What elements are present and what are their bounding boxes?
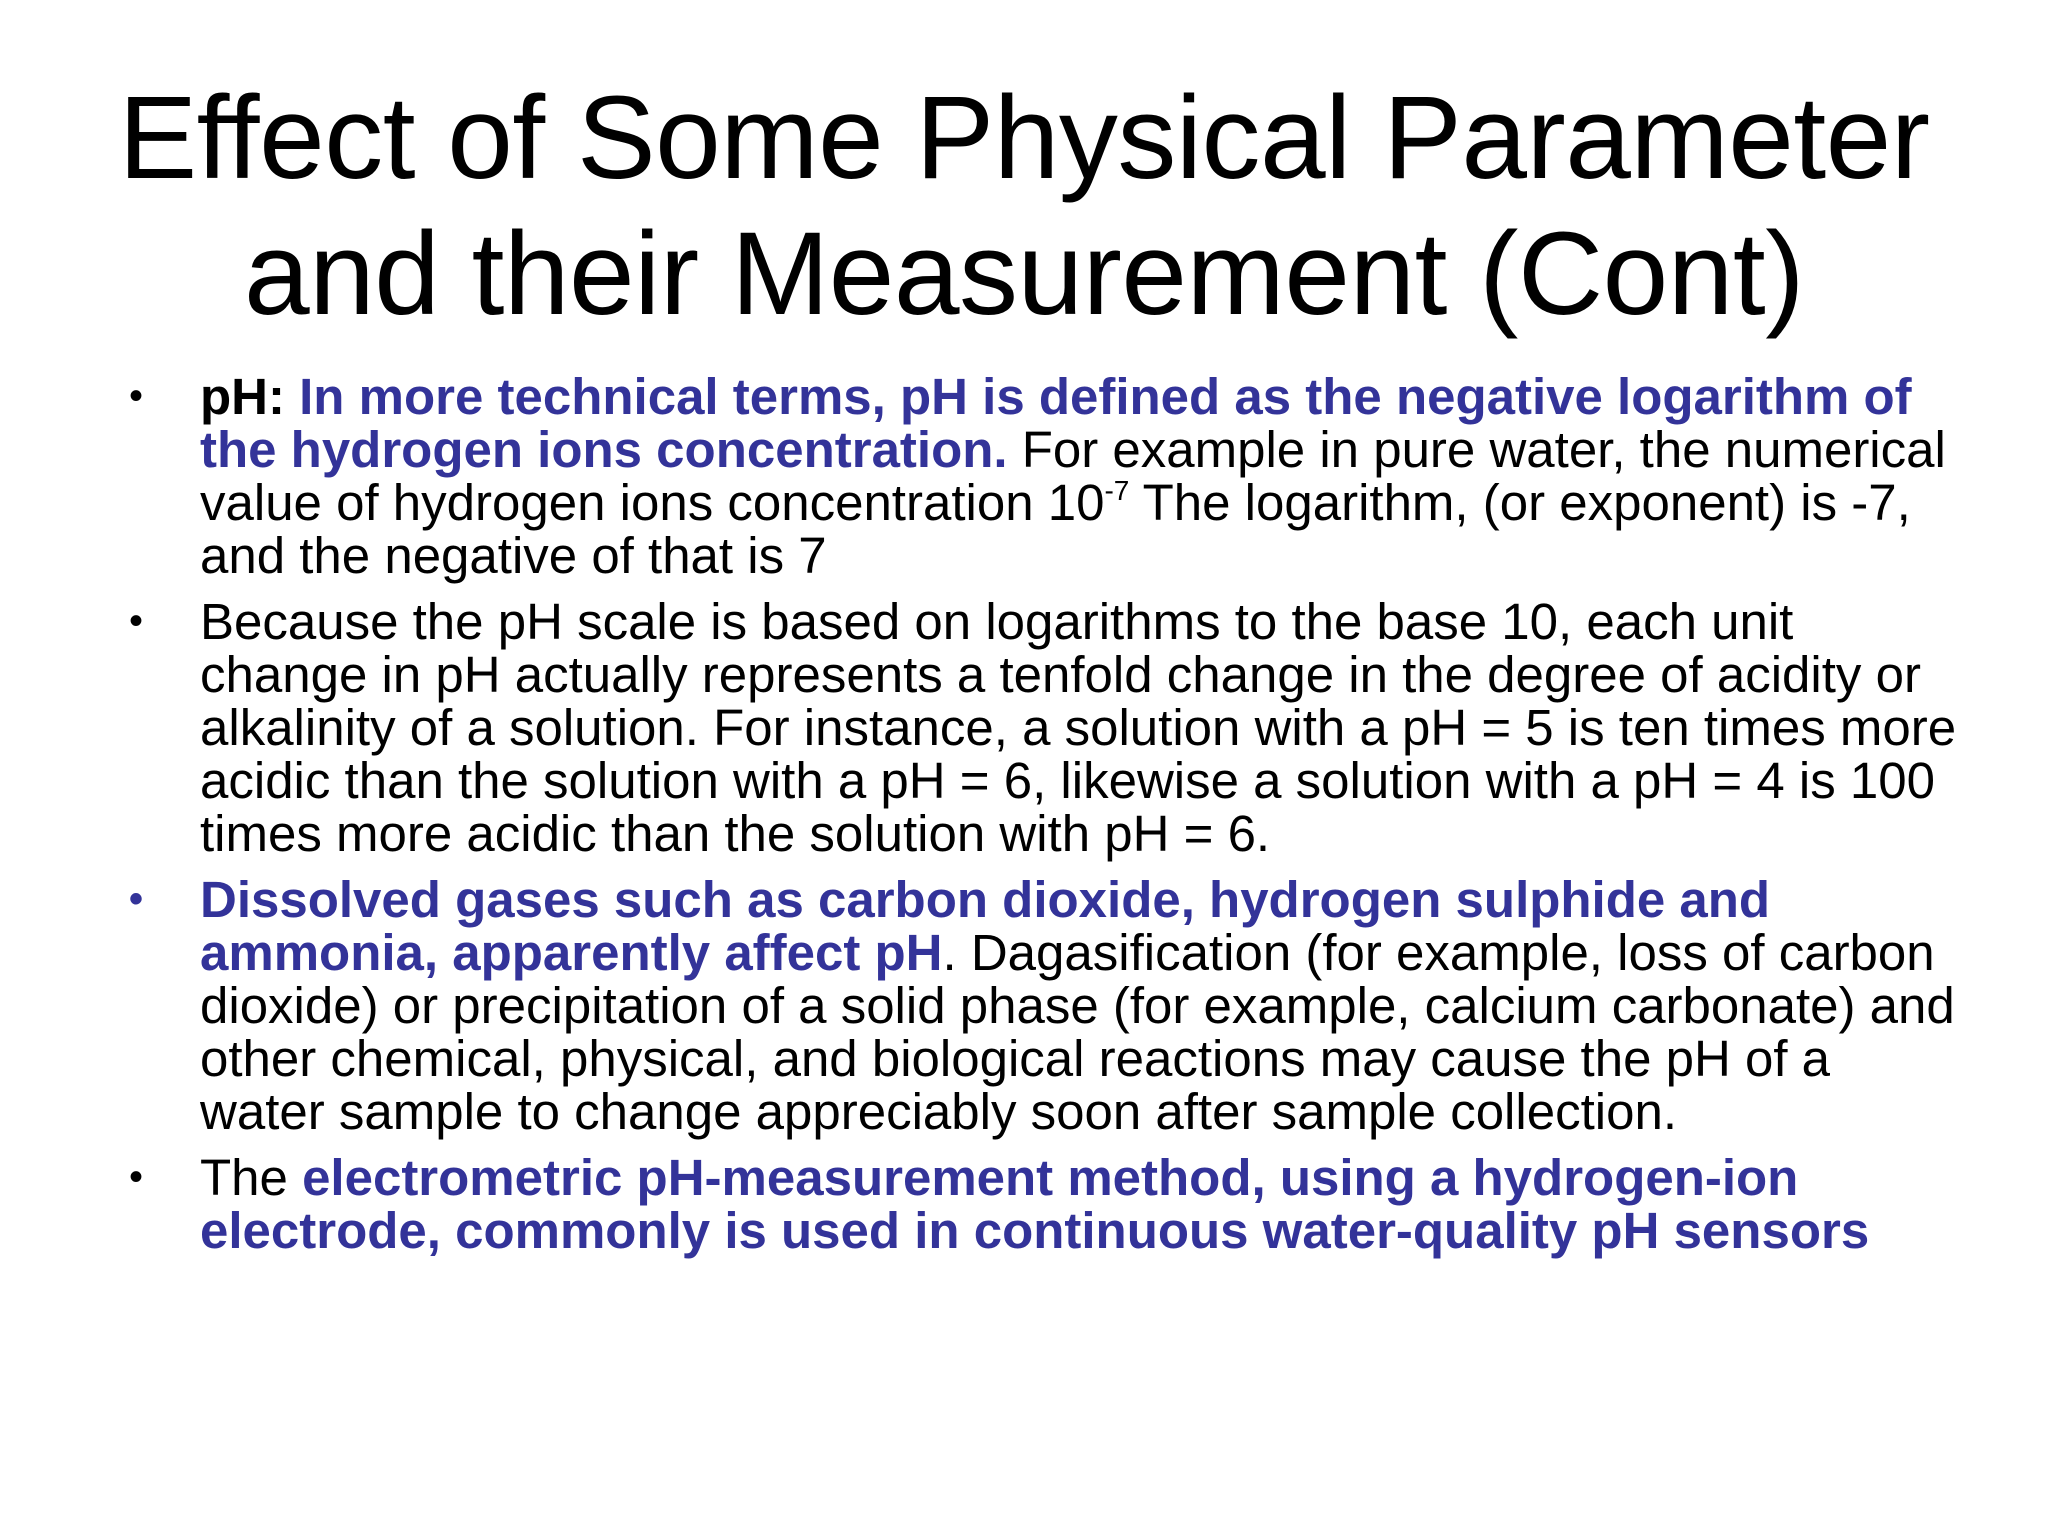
title-line-1: Effect of Some Physical Parameter <box>118 72 1930 204</box>
title-line-2: and their Measurement (Cont) <box>243 208 1805 340</box>
exponent: -7 <box>1104 475 1130 506</box>
bullet-highlight: In more technical terms, pH is defined as the negative logarithm of the hydrogen ions concentration. <box>200 368 1912 478</box>
bullet-ph-definition <box>120 370 1960 582</box>
bullet-text: For example in pure water, the numerical value of hydrogen ions concentration 10 <box>200 421 1946 531</box>
bullet-text: Because the pH scale is based on logarithms to the base 10, each unit change in pH actually represents a tenfold change in the degree of acidity or alkalinity of a solution. For instance, a solution with a pH = 5 is ten times more acidic than the solution with a pH = 6, likewise a solution with a pH = 4 is 100 times more acidic than the solution with pH = 6. <box>200 593 1957 862</box>
slide-title <box>100 70 1948 342</box>
bullet-marker: • <box>129 374 144 418</box>
bullet-highlight: electrometric pH-measurement method, using a hydrogen-ion electrode, commonly is used in continuous water-quality pH sensors <box>200 1149 1870 1259</box>
bullet-highlight: Dissolved gases such as carbon dioxide, hydrogen sulphide and ammonia, apparently affect pH <box>200 871 1771 981</box>
bullet-list <box>120 370 1960 1270</box>
bullet-ph-scale <box>120 595 1960 860</box>
bullet-text: . Dagasification (for example, loss of carbon dioxide) or precipitation of a solid phase (for example, calcium carbonate) and other chemical, physical, and biological reactions may cause the pH of a water sample to change appreciably soon after sample collection. <box>200 924 1955 1140</box>
bullet-lead: pH: <box>200 368 285 425</box>
bullet-marker: • <box>129 1155 144 1199</box>
bullet-electrometric-method <box>120 1151 1960 1257</box>
bullet-text-continued: The logarithm, (or exponent) is -7, and the negative of that is 7 <box>200 474 1911 584</box>
bullet-lead: The <box>200 1149 303 1206</box>
bullet-marker: • <box>129 599 144 643</box>
bullet-marker: • <box>129 877 144 921</box>
bullet-dissolved-gases <box>120 873 1960 1138</box>
